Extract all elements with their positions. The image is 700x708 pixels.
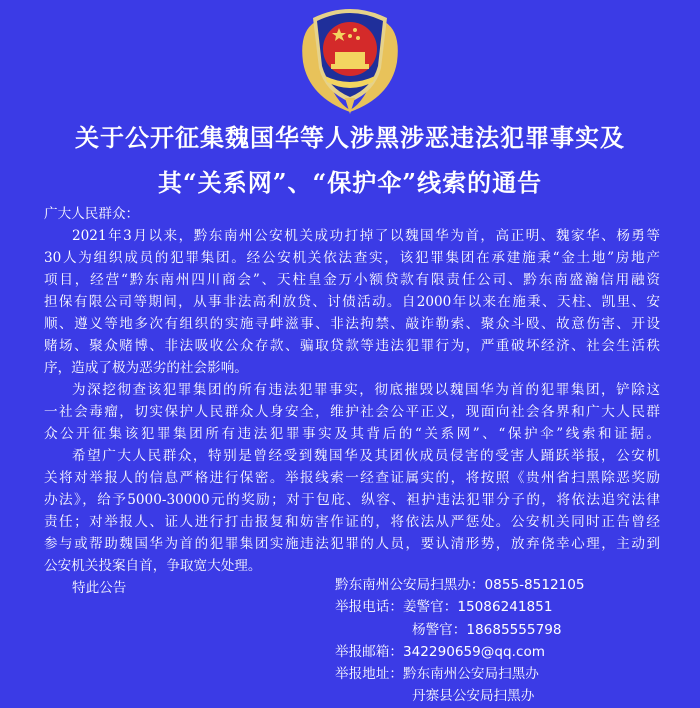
email-label: 举报邮箱： [335, 643, 403, 660]
paragraph-line: 顺、遵义等地多次有组织的实施寻衅滋事、非法拘禁、敲诈勒索、聚众斗殴、故意伤害、开设 [44, 316, 660, 332]
officer-2-label: 杨警官： [412, 621, 467, 638]
office-phone: 0855-8512105 [484, 577, 585, 593]
paragraph-line: 担保有限公司等期间，从事非法高利放贷、讨债活动。自2000年以来在施秉、天柱、凯里、安 [44, 294, 660, 310]
contact-block [335, 574, 585, 708]
paragraph-line: 参与或帮助魏国华为首的犯罪集团实施违法犯罪的人员，要认清形势，放弃侥幸心理，主动到 [44, 536, 660, 552]
office-phone-row [335, 574, 585, 596]
paragraph-line: 公安机关投案自首，争取宽大处理。 [44, 558, 262, 574]
paragraph-line: 关将对举报人的信息严格进行保密。举报线索一经查证属实的，将按照《贵州省扫黑除恶奖励 [44, 470, 660, 486]
notice-title-line-1: 关于公开征集魏国华等人涉黑涉恶违法犯罪事实及 [75, 123, 625, 152]
address-2: 丹寨县公安局扫黑办 [412, 688, 535, 705]
closing: 特此公告 [72, 580, 127, 596]
address-row-2 [335, 685, 585, 707]
paragraph-line: 项目，经营“黔东南州四川商会”、天柱皇金万小额贷款有限责任公司、黔东南盛瀚信用融资 [44, 272, 660, 288]
paragraph-line: 30人为组织成员的犯罪集团。经公安机关依法查实，该犯罪集团在承建施秉“金土地”房地产 [44, 250, 660, 266]
officer-1-phone: 15086241851 [457, 599, 553, 616]
notice-body [44, 203, 660, 599]
paragraph-2 [44, 379, 660, 445]
paragraph-1 [44, 225, 660, 379]
paragraph-line: 众公开征集该犯罪集团所有违法犯罪事实及其背后的“关系网”、“保护伞”线索和证据。 [44, 426, 660, 442]
phone-label: 举报电话： [335, 599, 403, 616]
paragraph-line: 2021年3月以来，黔东南州公安机关成功打掉了以魏国华为首，高正明、魏家华、杨勇等 [72, 228, 660, 244]
paragraph-line: 办法》，给予5000-30000元的奖励；对于包庇、纵容、袒护违法犯罪分子的，将依法追究法律 [44, 492, 660, 508]
salutation: 广大人民群众： [44, 206, 140, 222]
address-1: 黔东南州公安局扫黑办 [402, 666, 539, 683]
police-emblem-icon [295, 2, 405, 114]
paragraph-3 [44, 445, 660, 577]
report-phone-row-2 [335, 619, 585, 641]
address-row [335, 663, 585, 685]
paragraph-line: 责任；对举报人、证人进行打击报复和妨害作证的，将依法从严惩处。公安机关同时正告曾经 [44, 514, 660, 530]
email-row [335, 641, 585, 663]
paragraph-line: 一社会毒瘤，切实保护人民群众人身安全，维护社会公平正义，现面向社会各界和广大人民群 [44, 404, 660, 420]
notice-title-line-2: 其“关系网”、“保护伞”线索的通告 [157, 168, 543, 197]
report-phone-row [335, 596, 585, 618]
officer-1-label: 姜警官： [402, 599, 458, 616]
paragraph-line: 为深挖彻查该犯罪集团的所有违法犯罪事实，彻底摧毁以魏国华为首的犯罪集团，铲除这 [72, 382, 660, 398]
office-label: 黔东南州公安局扫黑办： [335, 577, 485, 593]
email-address: 342290659@qq.com [402, 643, 546, 660]
paragraph-line: 赌场、聚众赌博、非法吸收公众存款、骗取贷款等违法犯罪行为，严重破坏经济、社会生活秩 [44, 338, 660, 354]
officer-2-phone: 18685555798 [466, 621, 562, 638]
paragraph-line: 序，造成了极为恶劣的社会影响。 [44, 360, 248, 376]
address-label: 举报地址： [335, 666, 403, 683]
paragraph-line: 希望广大人民群众，特别是曾经受到魏国华及其团伙成员侵害的受害人踊跃举报，公安机 [72, 448, 660, 464]
